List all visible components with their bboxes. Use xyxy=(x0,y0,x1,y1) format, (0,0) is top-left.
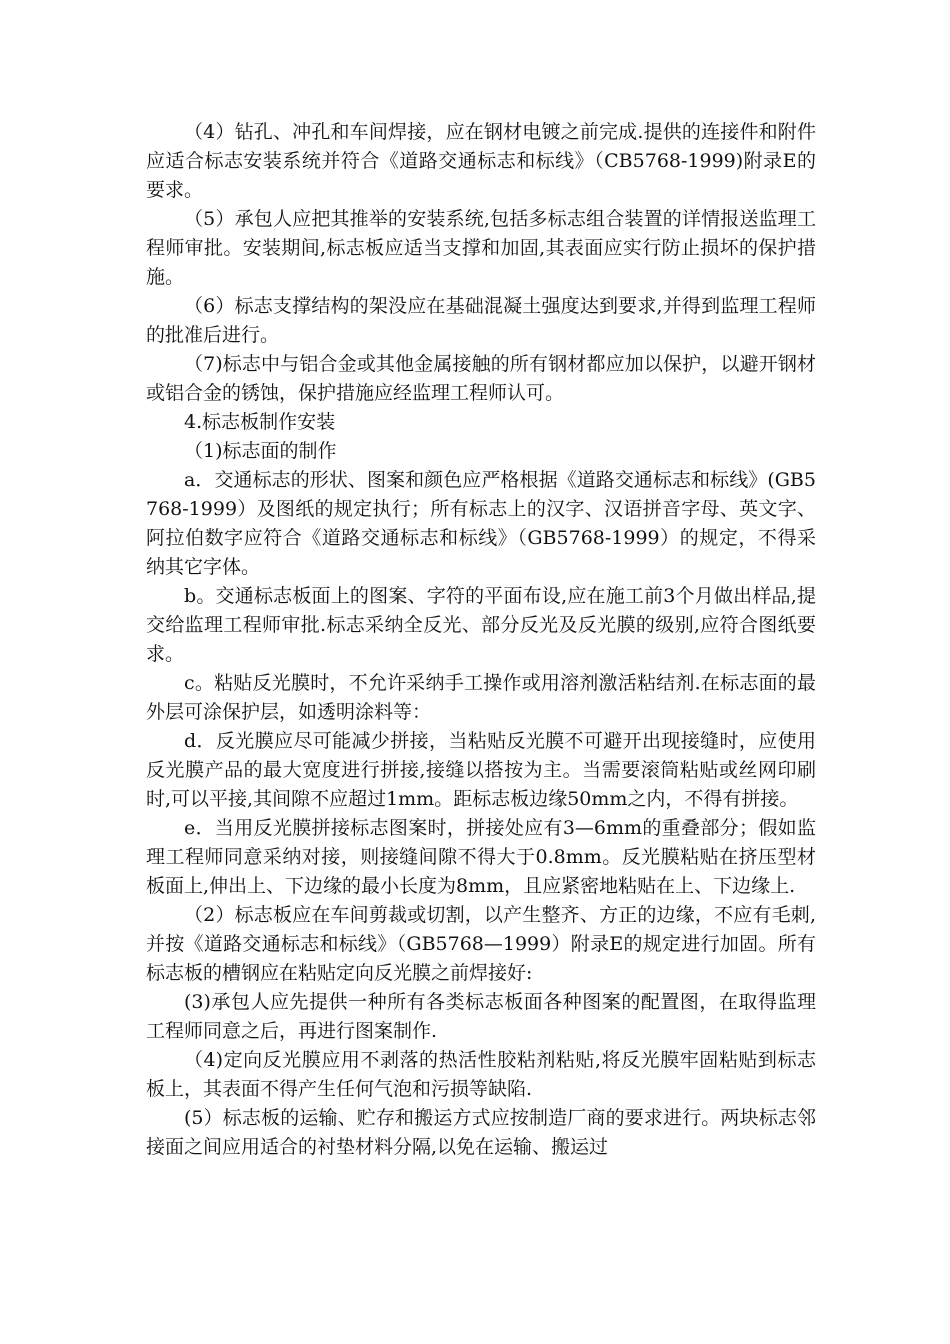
paragraph-adhesive: （4)定向反光膜应用不剥落的热活性胶粘剂粘贴,将反光膜牢固粘贴到标志板上，其表面不得产生任何气泡和污损等缺陷. xyxy=(146,1049,816,1100)
paragraph-cutting: （2）标志板应在车间剪裁或切割，以产生整齐、方正的边缘，不应有毛刺,并按《道路交通标志和标线》（GB5768—1999）附录E的规定进行加固。所有标志板的槽钢应在粘贴定向反光膜之前焊接好: xyxy=(146,904,816,984)
paragraph-steel-protection: （7)标志中与铝合金或其他金属接触的所有钢材都应加以保护，以避开钢材或铝合金的锈蚀，保护措施应经监理工程师认可。 xyxy=(146,353,816,404)
paragraph-installation-system: （5）承包人应把其推举的安装系统,包括多标志组合装置的详情报送监理工程师审批。安装期间,标志板应适当支撑和加固,其表面应实行防止损坏的保护措施。 xyxy=(146,208,816,288)
paragraph-layout-plan: (3)承包人应先提供一种所有各类标志板面各种图案的配置图，在取得监理工程师同意之后，再进行图案制作. xyxy=(146,991,816,1042)
paragraph-item-c: c。粘贴反光膜时，不允许采纳手工操作或用溶剂激活粘结剂.在标志面的最外层可涂保护层，如透明涂料等： xyxy=(146,672,816,723)
subsection-heading-sign-face: （1)标志面的制作 xyxy=(184,440,337,462)
document-body xyxy=(146,118,816,1162)
paragraph-item-d: d．反光膜应尽可能减少拼接，当粘贴反光膜不可避开出现接缝时，应使用反光膜产品的最大宽度进行拼接,接缝以搭按为主。当需要滚筒粘贴或丝网印刷时,可以平接,其间隙不应超过1mm。距标志板边缘50mm之内，不得有拼接。 xyxy=(146,730,816,810)
paragraph-transport: (5）标志板的运输、贮存和搬运方式应按制造厂商的要求进行。两块标志邻接面之间应用适合的衬垫材料分隔,以免在运输、搬运过 xyxy=(146,1107,816,1158)
paragraph-item-a: a．交通标志的形状、图案和颜色应严格根据《道路交通标志和标线》(GB5768-1999）及图纸的规定执行；所有标志上的汉字、汉语拼音字母、英文字、阿拉伯数字应符合《道路交通标志和标线》（GB5768-1999）的规定，不得采纳其它字体。 xyxy=(146,469,816,578)
paragraph-drilling-welding: （4）钻孔、冲孔和车间焊接，应在钢材电镀之前完成.提供的连接件和附件应适合标志安装系统并符合《道路交通标志和标线》（CB5768-1999)附录E的要求。 xyxy=(146,121,816,201)
paragraph-item-e: e．当用反光膜拼接标志图案时，拼接处应有3—6mm的重叠部分；假如监理工程师同意采纳对接，则接缝间隙不得大于0.8mm。反光膜粘贴在挤压型材板面上,伸出上、下边缘的最小长度为8mm，且应紧密地粘贴在上、下边缘上. xyxy=(146,817,816,897)
paragraph-item-b: b。交通标志板面上的图案、字符的平面布设,应在施工前3个月做出样品,提交给监理工程师审批.标志采纳全反光、部分反光及反光膜的级别,应符合图纸要求。 xyxy=(146,585,816,665)
paragraph-support-structure: （6）标志支撑结构的架没应在基础混凝土强度达到要求,并得到监理工程师的批准后进行。 xyxy=(146,295,816,346)
section-heading-sign-board: 4.标志板制作安装 xyxy=(184,411,336,433)
